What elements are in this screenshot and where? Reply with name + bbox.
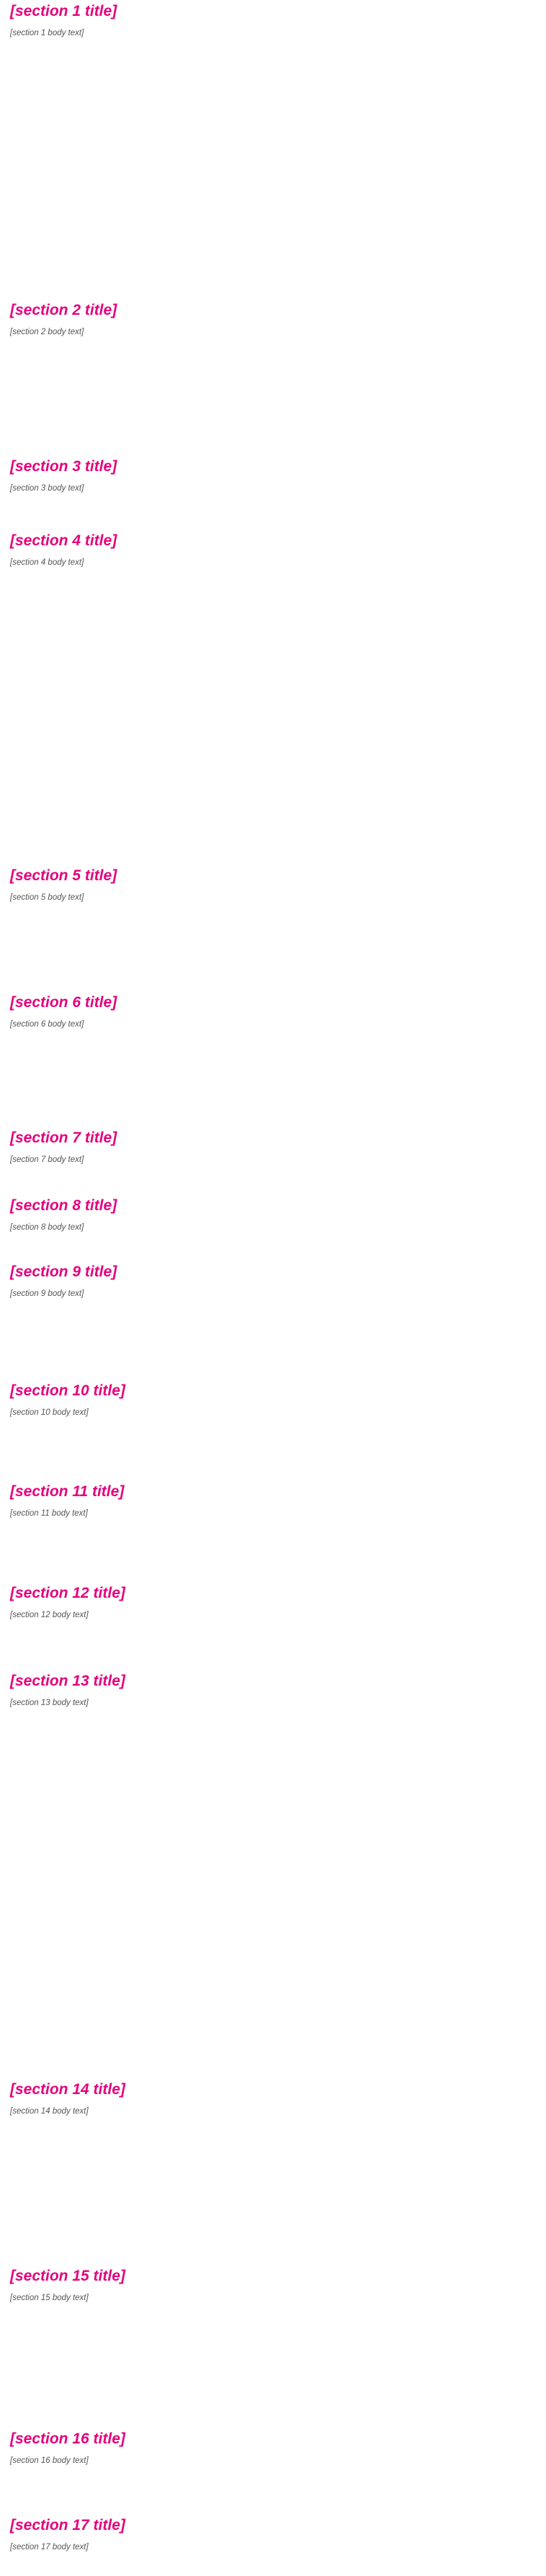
section [10, 1127, 536, 1166]
section [10, 2428, 536, 2467]
section-title: [section 8 title] [10, 1197, 117, 1214]
section-title: [section 7 title] [10, 1130, 117, 1146]
section [10, 2514, 536, 2554]
section [10, 2265, 536, 2304]
section-body: [section 12 body text] [10, 1611, 89, 1619]
section-title: [section 12 title] [10, 1585, 125, 1601]
section-body: [section 1 body text] [10, 29, 84, 37]
section-title: [section 4 title] [10, 532, 117, 549]
section-title: [section 6 title] [10, 994, 117, 1011]
section-title: [section 13 title] [10, 1673, 125, 1689]
section-body: [section 11 body text] [10, 1509, 88, 1518]
section-body: [section 2 body text] [10, 328, 84, 336]
section-title: [section 3 title] [10, 458, 117, 475]
section [10, 864, 536, 904]
section [10, 1261, 536, 1300]
section-title: [section 17 title] [10, 2517, 125, 2533]
section [10, 455, 536, 495]
section-body: [section 7 body text] [10, 1155, 84, 1164]
section [10, 1670, 536, 1709]
section [10, 1480, 536, 1520]
section-body: [section 9 body text] [10, 1289, 84, 1298]
section [10, 0, 536, 40]
section-body: [section 16 body text] [10, 2456, 89, 2465]
section-body: [section 5 body text] [10, 893, 84, 902]
section [10, 1582, 536, 1622]
section-title: [section 15 title] [10, 2268, 125, 2284]
section-body: [section 4 body text] [10, 558, 84, 567]
section-body: [section 15 body text] [10, 2294, 89, 2302]
section-title: [section 1 title] [10, 3, 117, 19]
section [10, 1379, 536, 1419]
section-title: [section 10 title] [10, 1382, 125, 1399]
section-body: [section 13 body text] [10, 1699, 89, 1707]
section-title: [section 9 title] [10, 1264, 117, 1280]
section-body: [section 10 body text] [10, 1408, 89, 1417]
section-body: [section 17 body text] [10, 2543, 89, 2552]
section-title: [section 14 title] [10, 2081, 125, 2098]
section [10, 991, 536, 1031]
section-body: [section 8 body text] [10, 1223, 84, 1232]
section-body: [section 14 body text] [10, 2107, 89, 2116]
section-title: [section 5 title] [10, 867, 117, 884]
section-title: [section 2 title] [10, 302, 117, 318]
section [10, 2078, 536, 2118]
section [10, 299, 536, 339]
section [10, 529, 536, 569]
section-body: [section 3 body text] [10, 484, 84, 493]
section-title: [section 16 title] [10, 2430, 125, 2447]
section-body: [section 6 body text] [10, 1020, 84, 1029]
section-title: [section 11 title] [10, 1483, 125, 1500]
section [10, 1194, 536, 1234]
